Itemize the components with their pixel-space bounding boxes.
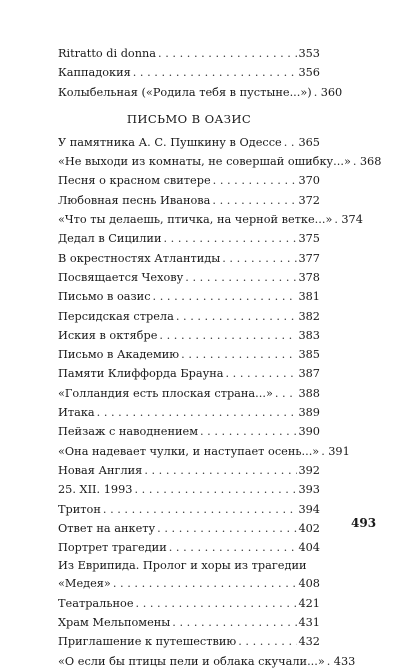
toc-leader-dots [103, 500, 298, 519]
toc-entry-page: 377 [298, 251, 320, 265]
toc-entry-page: 374 [341, 213, 363, 227]
toc-leader-dots [133, 63, 298, 82]
toc-entry-page: 370 [298, 174, 320, 188]
toc-entry [58, 44, 320, 63]
toc-entry-title: У памятника А. С. Пушкину в Одессе [58, 135, 282, 149]
toc-entry [58, 613, 320, 632]
toc-entry-page: 389 [298, 406, 320, 420]
toc-entry-title: Новая Англия [58, 463, 143, 477]
toc-entry-page: 381 [298, 290, 320, 304]
toc-entry-page: 383 [298, 328, 320, 342]
toc-entry-page: 392 [298, 463, 320, 477]
toc-entry [58, 538, 320, 557]
toc-leader-dots [275, 384, 298, 403]
toc-entry [58, 461, 320, 480]
toc-entry [58, 63, 320, 82]
toc-entry [58, 307, 320, 326]
toc-entry-page: 353 [298, 47, 320, 60]
tail-entries [58, 594, 356, 671]
toc-leader-dots [159, 326, 297, 345]
toc-leader-dots [226, 364, 298, 383]
toc-leader-dots [169, 538, 298, 557]
toc-leader-dots [113, 574, 298, 593]
toc-entry-title: Итака [58, 406, 95, 420]
toc-entry-title: Храм Мельпомены [58, 616, 171, 630]
toc-entry-page: 421 [298, 596, 320, 610]
toc-leader-dots [134, 480, 297, 499]
toc-entry-page: 402 [298, 521, 320, 535]
toc-entry-title: В окрестностях Атлантиды [58, 251, 221, 265]
toc-entry-title: Ritratto di donna [58, 47, 157, 60]
toc-leader-dots [136, 594, 298, 613]
toc-entry-title: Письмо в Академию [58, 348, 180, 362]
toc-entry-title: Персидская стрела [58, 309, 174, 323]
toc-entry-page: 382 [298, 309, 320, 323]
toc-leader-dots [144, 461, 297, 480]
toc-entry [58, 652, 356, 671]
toc-leader-dots [284, 133, 298, 152]
toc-entry-title: Письмо в оазис [58, 290, 151, 304]
toc-entry [58, 171, 320, 190]
toc-entry-title: Дедал в Сицилии [58, 232, 162, 246]
toc-entry [58, 384, 320, 403]
toc-entry [58, 480, 320, 499]
toc-entry-title: 25. XII. 1993 [58, 483, 133, 497]
toc-entry-page: 365 [298, 135, 320, 149]
toc-entry-page: 387 [298, 367, 320, 381]
toc-entry-page: 356 [298, 66, 320, 80]
toc-entry [58, 632, 320, 651]
toc-entry [58, 191, 320, 210]
toc-entry-page: 388 [298, 386, 320, 400]
toc-entry-page: 431 [298, 616, 320, 630]
toc-entry-page: 385 [298, 348, 320, 362]
toc-entry-multiline-second [58, 574, 320, 593]
toc-entry-title: Посвящается Чехову [58, 270, 184, 284]
toc-entry-title: Тритон [58, 502, 101, 516]
toc-entry-title: Иския в октябре [58, 328, 158, 342]
toc-entry [58, 210, 363, 229]
toc-entry [58, 403, 320, 422]
toc-leader-dots [185, 268, 297, 287]
toc-leader-dots [200, 422, 297, 441]
toc-leader-dots [212, 191, 297, 210]
toc-entry [58, 594, 320, 613]
toc-entry-title: «Медея» [58, 577, 111, 591]
toc-entry-page: 372 [298, 193, 320, 207]
toc-entry-page: 404 [298, 541, 320, 555]
toc-entry-title: Пейзаж с наводнением [58, 425, 198, 439]
toc-entry [58, 500, 320, 519]
toc-entry-page: 394 [298, 502, 320, 516]
toc-leader-dots [181, 345, 297, 364]
toc-leader-dots [238, 632, 297, 651]
toc-leader-dots [222, 249, 297, 268]
toc-entry-title: «О если бы птицы пели и облака скучали...» [58, 654, 325, 668]
toc-entry-title: Ответ на анкету [58, 521, 156, 535]
toc-leader-dots [157, 519, 297, 538]
toc-entry-page: 368 [359, 155, 382, 169]
toc-entry-title: Приглашение к путешествию [58, 635, 237, 649]
toc-entry-title: «Она надевает чулки, и наступает осень...» [58, 444, 320, 458]
toc-entry-page: 408 [298, 577, 320, 591]
toc-entry-title: Любовная песнь Иванова [58, 193, 211, 207]
toc-entry-page: 390 [298, 425, 320, 439]
toc-entry-title: «Не выходи из комнаты, не совершай ошибку...» [58, 155, 351, 169]
toc-leader-dots [158, 44, 297, 63]
toc-entry-multiline-first [58, 557, 320, 574]
toc-entry-page: 391 [328, 444, 350, 458]
toc-entry [58, 519, 320, 538]
toc-entry-page: 378 [298, 270, 320, 284]
toc-leader-dots [97, 403, 298, 422]
page-number: 493 [351, 516, 377, 530]
toc-entry [58, 326, 320, 345]
toc-leader-dots [172, 613, 297, 632]
toc-leader-dots [213, 171, 298, 190]
toc-leader-dots [176, 307, 298, 326]
toc-entry [58, 249, 320, 268]
toc-entry [58, 268, 320, 287]
toc-entry-page: 375 [298, 232, 320, 246]
toc-entry [58, 345, 320, 364]
toc-entry-page: 432 [298, 635, 320, 649]
toc-entry-page: 433 [333, 654, 356, 668]
toc-entry [58, 83, 343, 102]
toc-leader-dots [163, 229, 297, 248]
toc-entry-title: Каппадокия [58, 66, 131, 80]
toc-entry [58, 422, 320, 441]
toc-entry [58, 152, 382, 171]
toc-entry [58, 133, 320, 152]
toc-entry-title: Колыбельная («Родила тебя в пустыне...») [58, 85, 312, 99]
toc-entry-title: Портрет трагедии [58, 541, 167, 555]
toc-entry [58, 364, 320, 383]
toc-entry [58, 442, 350, 461]
toc-entry [58, 229, 320, 248]
section-heading: ПИСЬМО В ОАЗИС [126, 111, 252, 126]
toc-entry-title: «Что ты делаешь, птичка, на черной ветке...» [58, 213, 333, 227]
toc-entry-title: Песня о красном свитере [58, 174, 211, 188]
toc-entry [58, 287, 320, 306]
toc-leader-dots [153, 287, 298, 306]
toc-entry-page: 393 [298, 483, 320, 497]
toc-entry-title: Театральное [58, 596, 134, 610]
toc-entry-title: Из Еврипида. Пролог и хоры из трагедии [58, 559, 307, 573]
toc-entry-title: Памяти Клиффорда Брауна [58, 367, 224, 381]
toc-entry-title: «Голландия есть плоская страна...» [58, 386, 273, 400]
toc-entry-page: 360 [320, 85, 343, 99]
